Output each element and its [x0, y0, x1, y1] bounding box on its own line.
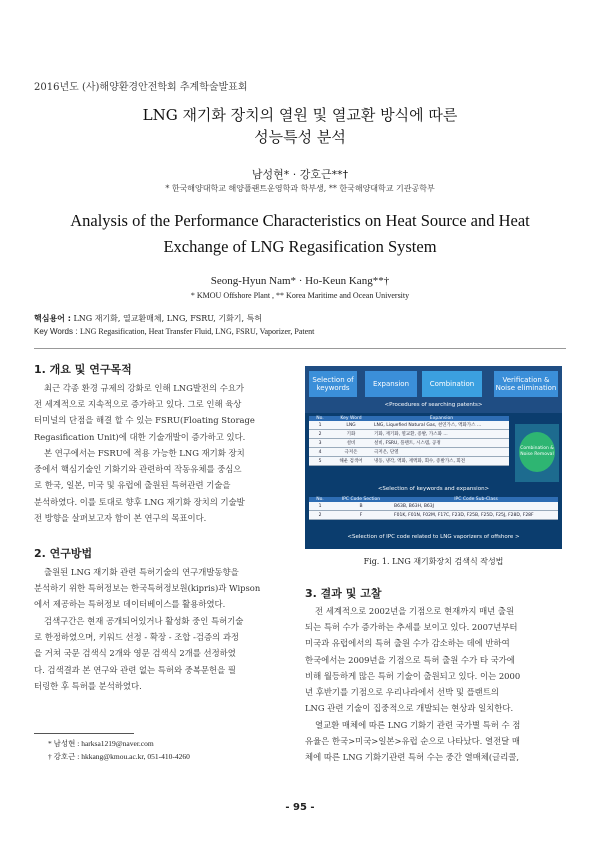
text-line: 분석하기 위한 특허정보는 한국특허정보원(kipris)과 Wipson [34, 583, 261, 594]
text-line: 한국에서는 2009년을 기점으로 특허 출원 수가 타 국가에 [305, 654, 515, 665]
table-cell: 2 [318, 431, 322, 437]
section1-paragraph2 [34, 445, 296, 526]
section3-paragraph1 [305, 603, 567, 716]
section3-heading: 3. 결과 및 고찰 [305, 587, 382, 600]
text-line: Regasification Unit)에 대한 기술개발이 증가하고 있다. [34, 431, 246, 442]
footnote-author2: † 강호근 : hkkang@kmou.ac.kr, 051-410-4260 [48, 752, 190, 761]
table-header-cell: No. [316, 497, 324, 502]
text-line: 터미널의 단점을 해결 할 수 있는 FSRU(Floating Storage [34, 415, 255, 426]
text-line: LNG 관련 기술이 집중적으로 개발되는 현상과 일치한다. [305, 703, 514, 714]
table-header-cell: IPC Code Sub-Class [454, 497, 498, 502]
table-header-cell: Key Word [340, 416, 362, 421]
section3-paragraph2 [305, 717, 567, 766]
table-cell: 설비, FSRU, 플랜트, 시스템, 공정 [374, 441, 441, 446]
table-cell: 1 [318, 503, 322, 509]
text-line: 미국과 유럽에서의 특허 출원 수가 감소하는 데에 반하여 [305, 638, 510, 649]
keywords-korean-text: LNG 재기화, 열교환매체, LNG, FSRU, 기화기, 특허 [73, 314, 263, 323]
english-title-line1: Analysis of the Performance Characteristics on Heat Source and Heat [70, 211, 530, 230]
figure-steps-banner [305, 366, 562, 413]
page-number: - 95 - [285, 802, 315, 813]
korean-affiliation: * 한국해양대학교 해양플랜트운영학과 학부생, ** 한국해양대학교 기관공학부 [165, 184, 435, 193]
keywords-english-label: Key Words : [34, 327, 78, 336]
table-cell: 극저온, 단열 [374, 450, 399, 455]
table-row [309, 502, 558, 511]
text-line: 로 한정하였으며, 키워드 선정 - 확장 - 조합 -검증의 과정 [34, 632, 240, 643]
figure-caption: Fig. 1. LNG 재기화장치 검색식 작성법 [363, 557, 504, 566]
table-cell: F01K, F01N, F02M, F17C, F23D, F25B, F25D, F25J, F28D, F28F [394, 512, 534, 518]
section2-heading: 2. 연구방법 [34, 547, 93, 560]
step-verification: Verification & Noise elimination [494, 371, 558, 397]
text-line: 다. 검색결과 본 연구와 관련 없는 특허와 중복문헌을 필 [34, 664, 236, 675]
table-cell: LNG [346, 422, 356, 428]
text-line: 로 한국, 일본, 미국 및 유럽에 출원된 특허관련 기술을 [34, 480, 231, 491]
korean-authors: 남성현* · 강호근**† [251, 168, 349, 181]
table-cell: 설비 [346, 441, 356, 446]
table-cell: 냉동, 냉각, 액화, 재액화, 회수, 증발가스, 회전 [374, 459, 466, 464]
text-line: 분석하였다. 이를 토대로 향후 LNG 재기화 장치의 기술발 [34, 496, 245, 507]
text-line: 최근 각종 환경 규제의 강화로 인해 LNG발전의 수요가 [44, 383, 245, 393]
english-title-line2: Exchange of LNG Regasification System [163, 237, 437, 256]
text-line: 되는 특허 수가 증가하는 추세를 보이고 있다. 2007년부터 [305, 622, 518, 633]
keywords-korean [34, 313, 262, 325]
english-authors: Seong-Hyun Nam* · Ho-Keun Kang**† [210, 275, 390, 287]
text-line: 터링한 후 특허를 분석하였다. [34, 680, 142, 691]
text-line: 열교환 매체에 따른 LNG 기화기 관련 국가별 특허 수 점 [315, 720, 521, 730]
table-cell: 기화 [346, 432, 356, 437]
ipc-table-header [309, 497, 558, 502]
footnote-author1: * 남성현 : harksa1219@naver.com [48, 739, 154, 748]
text-line: 비해 월등하게 많은 특허 기술이 출원되고 있다. 이는 2000 [305, 670, 521, 681]
text-line: 년 후반기를 기점으로 우리나라에서 선박 및 플랜트의 [305, 687, 499, 698]
table-row [309, 430, 509, 439]
text-line: 에서 제공하는 특허정보 데이터베이스를 활용하였다. [34, 599, 226, 610]
text-line: 전 세계적으로 2002년을 기점으로 현재까지 매년 출원 [315, 606, 515, 616]
english-affiliation: * KMOU Offshore Plant , ** Korea Maritime and Ocean University [190, 291, 410, 300]
text-line: 체에 따른 LNG 기화기관련 특허 수는 중간 열매체(글리콜, [305, 752, 520, 763]
text-line: 출원된 LNG 재기화 관련 특허기술의 연구개발동향을 [44, 567, 239, 577]
ipc-table [309, 497, 558, 520]
table-header-cell: No. [316, 416, 324, 421]
table-cell: 기화, 재기화, 열교환, 증발, 가스화 ... [374, 432, 448, 437]
procedure-label: <Procedures of searching patents> [384, 402, 483, 408]
procedure-label: <Selection of keywords and expansion> [377, 486, 490, 492]
figure-search-procedure [305, 366, 562, 549]
section1-paragraph1 [34, 380, 296, 445]
korean-title-line2: 성능특성 분석 [254, 128, 346, 146]
section2-paragraph1 [34, 564, 296, 613]
section2-paragraph2 [34, 613, 296, 694]
step-combination: Combination [422, 371, 482, 397]
keyword-table-header [309, 416, 509, 421]
keywords-english-text: LNG Regasification, Heat Transfer Fluid, LNG, FSRU, Vaporizer, Patent [79, 327, 315, 336]
procedure-label: <Selection of IPC code related to LNG vaporizers of offshore > [347, 534, 520, 540]
divider [34, 348, 566, 349]
table-cell: 1 [318, 422, 322, 428]
korean-title-line1: LNG 재기화 장치의 열원 및 열교환 방식에 따른 [142, 106, 458, 124]
text-line: 본 연구에서는 FSRU에 적용 가능한 LNG 재기화 장치 [44, 448, 245, 458]
table-cell: 해운 검색어 [339, 459, 363, 464]
table-cell: 2 [318, 512, 322, 518]
table-row [309, 457, 509, 466]
table-cell: F [359, 512, 363, 518]
table-cell: 3 [318, 440, 322, 446]
keywords-korean-label: 핵심용어 : [34, 314, 71, 323]
keywords-english [34, 326, 314, 338]
table-header-cell: Expansion [429, 416, 454, 421]
section1-heading: 1. 개요 및 연구목적 [34, 363, 132, 376]
english-title [0, 208, 600, 260]
conference-header: 2016년도 (사)해양환경안전학회 추계학술발표회 [34, 82, 248, 93]
table-row [309, 439, 509, 448]
step-expansion: Expansion [365, 371, 417, 397]
text-line: 유율은 한국>미국>일본>유럽 순으로 나타났다. 열전달 매 [305, 736, 521, 747]
text-line: 중에서 핵심기술인 기화기와 관련하여 작동유체를 중심으 [34, 464, 242, 475]
table-cell: 4 [318, 449, 322, 455]
text-line: 검색구간은 현재 공개되어있거나 활성화 중인 특허기술 [44, 616, 244, 626]
table-cell: 극저온 [344, 450, 358, 455]
table-row [309, 511, 558, 520]
text-line: 전 세계적으로 지속적으로 증가하고 있다. 그로 인해 육상 [34, 399, 242, 410]
korean-title [0, 104, 600, 148]
footnote-divider [34, 733, 134, 734]
text-line: 을 거쳐 국문 검색식 2개와 영문 검색식 2개를 선정하였 [34, 648, 236, 659]
table-header-cell: IPC Code Section [341, 497, 381, 502]
table-cell: B63B, B63H, B63J [394, 503, 434, 509]
table-row [309, 421, 509, 430]
text-line: 전 방향을 살펴보고자 함이 본 연구의 목표이다. [34, 512, 207, 523]
keyword-table [309, 416, 509, 466]
table-cell: LNG, Liquefied Natural Gas, 천연가스, 액화가스 ... [374, 423, 482, 428]
combination-noise-removal-badge: Combination & Noise Removal [519, 432, 555, 472]
step-selection: Selection of keywords [309, 371, 357, 397]
table-cell: B [359, 503, 363, 509]
table-cell: 5 [318, 458, 322, 464]
table-row [309, 448, 509, 457]
